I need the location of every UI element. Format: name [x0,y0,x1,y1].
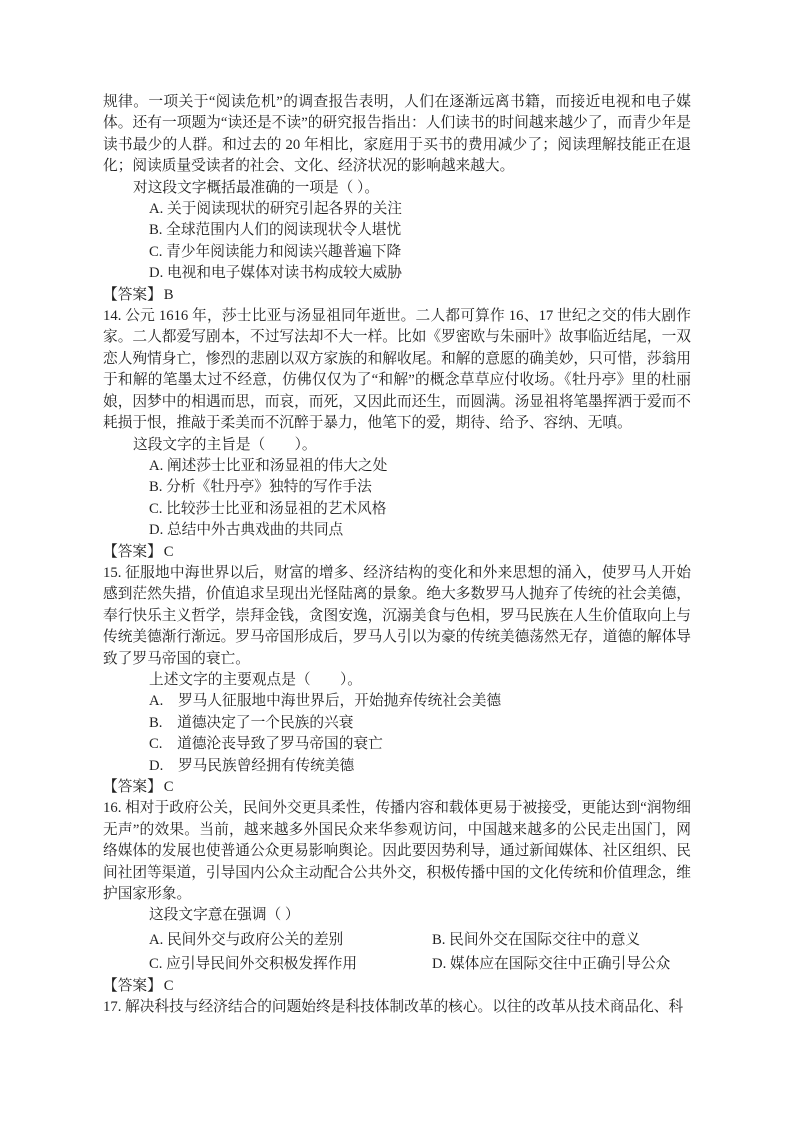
answer-value: C [163,543,174,560]
question-14-paragraph: 14. 公元 1616 年，莎士比亚与汤显祖同年逝世。二人都可算作 16、17 世纪之交的伟大剧作家。二人都爱写剧本，不过写法却不大一样。比如《罗密欧与朱丽叶》故事临近结尾，一双恋人殉情身亡，惨烈的悲剧以双方家族的和解收尾。和解的意愿的确美妙，只可惜，莎翁用于和解的笔墨太过不经意，仿佛仅仅为了“和解”的概念草草应付收场。《牡丹亭》里的杜丽娘，因梦中的相遇而思，而哀，而死，又因此而还生，而圆满。汤显祖将笔墨挥洒于爱而不耗损于恨，推敲于柔美而不沉醉于暴力，他笔下的爱，期待、给予、容纳、无嗔。 [103,308,691,432]
question-13-option-c: C. 青少年阅读能力和阅读兴趣普遍下降 [149,243,402,260]
question-13-stem: 对这段文字概括最准确的一项是（ ）。 [133,179,380,196]
question-16-answer-line [103,976,691,997]
question-16-option-c: C. 应引导民间外交积极发挥作用 [149,956,358,973]
answer-value: C [163,779,174,795]
question-14-option-c: C. 比较莎士比亚和汤显祖的艺术风格 [149,500,387,517]
question-16-paragraph: 16. 相对于政府公关，民间外交更具柔性，传播内容和载体更易于被接受，更能达到“润物细无声”的效果。当前，越来越多外国民众来华参观访问，中国越来越多的公民走出国门，网络媒体的发展也使普通公众更易影响舆论。因此要因势利导，通过新闻媒体、社区组织、民间社团等渠道，引导国内公众主动配合公共外交，积极传播中国的文化传统和价值理念，维护国家形象。 [103,800,691,903]
answer-label: 【答案】 [103,779,162,795]
question-16-option-b: B. 民间外交在国际交往中的意义 [432,931,641,948]
question-16-block [103,798,691,997]
question-16-option-a: A. 民间外交与政府公关的差别 [149,931,344,948]
question-15-block [103,563,691,798]
question-15-option-b: B. 道德决定了一个民族的兴衰 [149,714,354,731]
question-17-paragraph: 17. 解决科技与经济结合的问题始终是科技体制改革的核心。以往的改革从技术商品化、科 [103,999,684,1016]
page-content [103,92,691,1018]
answer-label: 【答案】 [103,286,162,303]
question-16-stem: 这段文字意在强调（ ） [149,907,300,924]
question-14-option-a: A. 阐述莎士比亚和汤显祖的伟大之处 [149,457,388,474]
question-13-option-d: D. 电视和电子媒体对读书构成较大威胁 [149,265,402,282]
question-15-paragraph: 15. 征服地中海世界以后，财富的增多、经济结构的变化和外来思想的涌入，使罗马人开始感到茫然失措，价值追求呈现出光怪陆离的景象。绝大多数罗马人抛弃了传统的社会美德，奉行快乐主义哲学，崇拜金钱，贪图安逸，沉溺美食与色相，罗马民族在人生价值取向上与传统美德渐行渐远。罗马帝国形成后，罗马人引以为豪的传统美德荡然无存，道德的解体导致了罗马帝国的衰亡。 [103,564,691,667]
question-16-option-d: D. 媒体应在国际交往中正确引导公众 [432,956,671,973]
question-14-answer-line [103,542,691,563]
question-14-block [103,306,691,563]
question-13-paragraph: 规律。一项关于“阅读危机”的调查报告表明，人们在逐渐远离书籍，而接近电视和电子媒体。还有一项题为“读还是不读”的研究报告指出：人们读书的时间越来越少了，而青少年是读书最少的人群。和过去的 20 年相比，家庭用于买书的费用减少了；阅读理解技能正在退化；阅读质量受读者的社会、文化、经济状况的影响越来越大。 [103,94,691,175]
answer-value: C [163,977,174,994]
question-15-stem: 上述文字的主要观点是（ ）。 [149,671,362,688]
question-15-answer-line [103,777,691,798]
question-16-options-row-2 [103,954,691,975]
question-16-options-row-1 [103,930,691,951]
question-13-block [103,92,691,306]
question-17-block [103,997,691,1018]
answer-value: B [163,286,174,303]
question-13-option-a: A. 关于阅读现状的研究引起各界的关注 [149,201,402,218]
question-15-option-a: A. 罗马人征服地中海世界后，开始抛弃传统社会美德 [149,693,502,710]
question-14-option-d: D. 总结中外古典戏曲的共同点 [149,522,344,539]
question-15-option-c: C. 道德沦丧导致了罗马帝国的衰亡 [149,736,383,753]
question-14-stem: 这段文字的主旨是（ ）。 [133,436,317,453]
question-13-option-b: B. 全球范围内人们的阅读现状令人堪忧 [149,222,402,239]
answer-label: 【答案】 [103,543,162,560]
question-13-answer-line [103,285,691,306]
question-14-option-b: B. 分析《牡丹亭》独特的写作手法 [149,479,372,496]
answer-label: 【答案】 [103,977,162,994]
question-15-option-d: D. 罗马民族曾经拥有传统美德 [149,757,355,774]
